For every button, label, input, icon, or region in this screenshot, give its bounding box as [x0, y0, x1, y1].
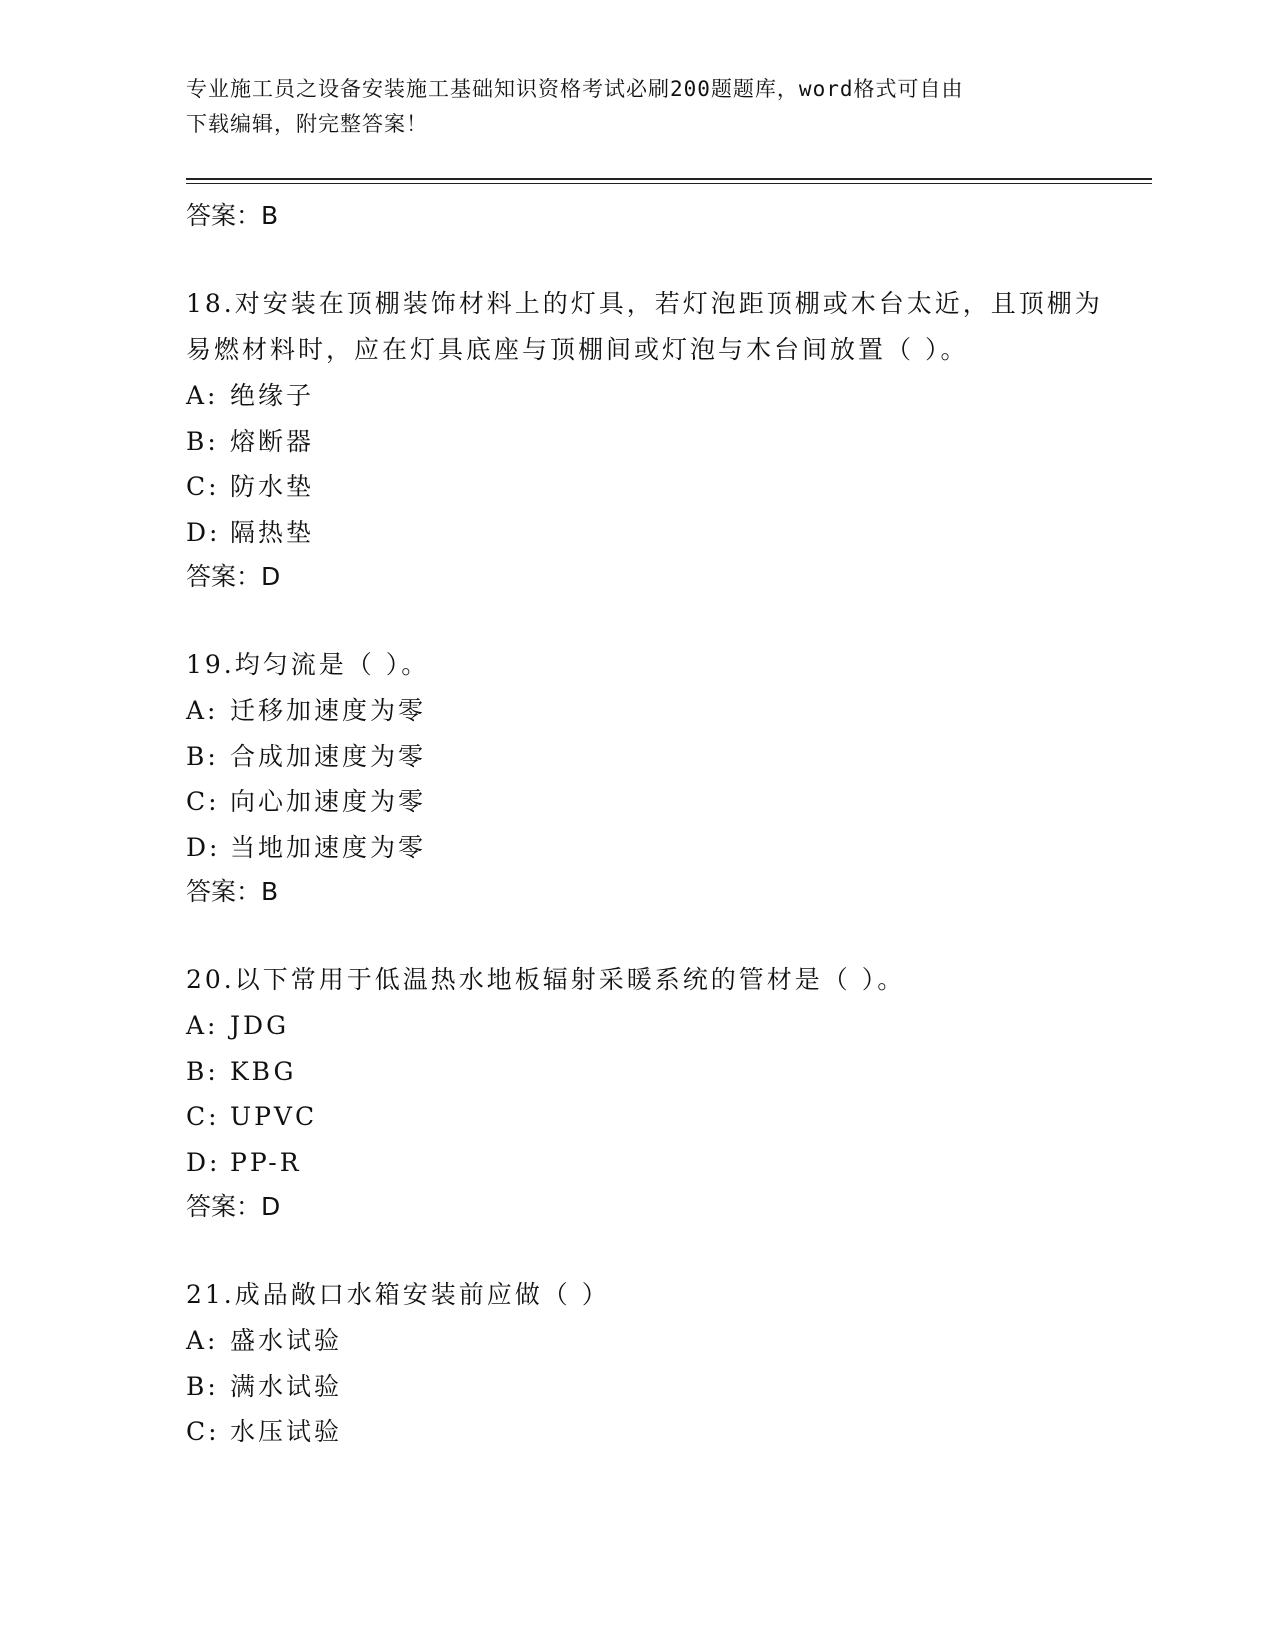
option-text: 当地加速度为零	[230, 832, 427, 862]
option-letter: C:	[186, 1102, 220, 1131]
option-letter: A:	[186, 1326, 219, 1355]
question-text: 20.以下常用于低温热水地板辐射采暖系统的管材是（ ）。	[186, 965, 906, 994]
option-letter: A:	[186, 696, 219, 725]
option-text: 合成加速度为零	[230, 741, 427, 771]
option-letter: D:	[186, 517, 221, 547]
option-b	[186, 1049, 1106, 1095]
option-text: 水压试验	[230, 1417, 343, 1446]
document-header	[186, 72, 1086, 142]
option-letter: A:	[186, 381, 219, 410]
option-letter: C:	[186, 472, 220, 501]
option-text: PP-R	[230, 1147, 302, 1177]
option-d	[186, 510, 1106, 556]
header-rule-thick	[186, 178, 1152, 180]
question-text: 21.成品敞口水箱安装前应做（ ）	[186, 1280, 610, 1309]
header-rule-thin	[186, 183, 1152, 184]
option-text: 隔热垫	[230, 517, 315, 547]
option-letter: B:	[186, 1056, 219, 1086]
option-letter: C:	[186, 787, 220, 816]
option-letter: C:	[186, 1417, 220, 1446]
answer-line: 答案：D	[186, 1192, 281, 1221]
option-text: 绝缘子	[230, 381, 315, 410]
option-letter: D:	[186, 1147, 221, 1177]
option-b	[186, 1364, 1106, 1410]
question-block	[186, 642, 1106, 914]
header-line-1: 专业施工员之设备安装施工基础知识资格考试必刷200题题库，word格式可自由	[186, 77, 964, 101]
option-text: KBG	[230, 1056, 297, 1086]
option-d	[186, 825, 1106, 871]
option-text: 满水试验	[230, 1371, 343, 1401]
answer-line: 答案：B	[186, 201, 279, 230]
option-d	[186, 1140, 1106, 1186]
option-text: UPVC	[230, 1102, 318, 1131]
option-text: 向心加速度为零	[230, 787, 427, 816]
option-c	[186, 1094, 1106, 1140]
option-letter: A:	[186, 1011, 219, 1040]
question-text: 19.均匀流是（ ）。	[186, 650, 430, 679]
option-a	[186, 373, 1106, 419]
answer-line: 答案：D	[186, 562, 281, 591]
question-text: 18.对安装在顶棚装饰材料上的灯具，若灯泡距顶棚或木台太近，且顶棚为易燃材料时，应在灯具底座与顶棚间或灯泡与木台间放置（ ）。	[186, 289, 1103, 364]
option-a	[186, 1318, 1106, 1364]
option-text: 盛水试验	[230, 1326, 343, 1355]
question-block	[186, 281, 1106, 599]
option-text: 迁移加速度为零	[230, 696, 427, 725]
option-letter: B:	[186, 426, 219, 456]
option-c	[186, 464, 1106, 510]
option-text: JDG	[230, 1011, 290, 1040]
document-body	[186, 188, 1106, 1455]
answer-line: 答案：B	[186, 877, 279, 906]
option-letter: B:	[186, 1371, 219, 1401]
option-letter: B:	[186, 741, 219, 771]
option-b	[186, 734, 1106, 780]
option-a	[186, 688, 1106, 734]
option-text: 防水垫	[230, 472, 315, 501]
option-a	[186, 1003, 1106, 1049]
question-block	[186, 957, 1106, 1229]
header-line-2: 下载编辑，附完整答案！	[186, 112, 428, 136]
option-b	[186, 419, 1106, 465]
question-block	[186, 1272, 1106, 1455]
option-c	[186, 779, 1106, 825]
option-letter: D:	[186, 832, 221, 862]
option-c	[186, 1409, 1106, 1455]
option-text: 熔断器	[230, 426, 315, 456]
